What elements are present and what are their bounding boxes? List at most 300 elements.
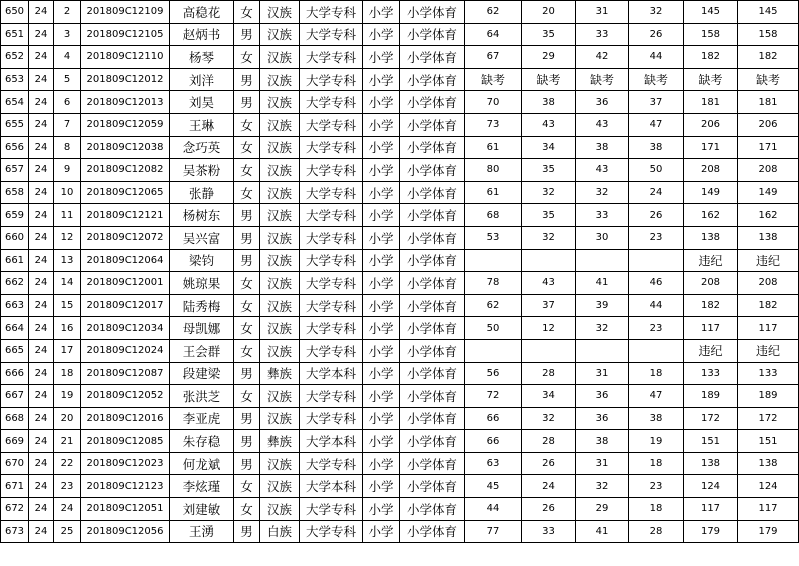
student-name-cell: 杨树东 [170, 204, 234, 227]
ethnicity-cell: 汉族 [260, 294, 300, 317]
score-3-cell: 38 [576, 136, 629, 159]
final-score-cell: 172 [738, 407, 799, 430]
seq-no-cell: 3 [54, 23, 81, 46]
school-level-cell: 小学 [363, 294, 400, 317]
education-cell: 大学专科 [300, 159, 363, 182]
final-score-cell: 182 [738, 46, 799, 69]
score-3-cell: 31 [576, 1, 629, 24]
gender-cell: 女 [234, 159, 260, 182]
gender-cell: 女 [234, 385, 260, 408]
seq-no-cell: 18 [54, 362, 81, 385]
subject-cell: 小学体育 [400, 498, 465, 521]
score-3-cell [576, 249, 629, 272]
table-row [1, 498, 799, 521]
score-1-cell: 66 [465, 430, 522, 453]
school-level-cell: 小学 [363, 430, 400, 453]
education-cell: 大学专科 [300, 520, 363, 543]
gender-cell: 男 [234, 249, 260, 272]
gender-cell: 男 [234, 452, 260, 475]
table-row [1, 407, 799, 430]
education-cell: 大学专科 [300, 226, 363, 249]
subject-cell: 小学体育 [400, 68, 465, 91]
exam-id-cell: 201809C12064 [81, 249, 170, 272]
school-level-cell: 小学 [363, 136, 400, 159]
education-cell: 大学本科 [300, 362, 363, 385]
student-name-cell: 吴茶粉 [170, 159, 234, 182]
score-3-cell: 43 [576, 113, 629, 136]
table-row [1, 46, 799, 69]
seq-no-cell: 2 [54, 1, 81, 24]
education-cell: 大学本科 [300, 430, 363, 453]
score-1-cell: 44 [465, 498, 522, 521]
score-2-cell: 35 [522, 204, 576, 227]
final-score-cell: 149 [738, 181, 799, 204]
education-cell: 大学专科 [300, 91, 363, 114]
ethnicity-cell: 白族 [260, 520, 300, 543]
school-level-cell: 小学 [363, 159, 400, 182]
score-4-cell: 46 [629, 272, 684, 295]
total-score-cell: 145 [684, 1, 738, 24]
total-score-cell: 189 [684, 385, 738, 408]
final-score-cell: 171 [738, 136, 799, 159]
total-score-cell: 206 [684, 113, 738, 136]
ethnicity-cell: 汉族 [260, 113, 300, 136]
subject-cell: 小学体育 [400, 430, 465, 453]
table-row [1, 181, 799, 204]
gender-cell: 男 [234, 362, 260, 385]
total-score-cell: 182 [684, 46, 738, 69]
score-1-cell [465, 249, 522, 272]
subject-cell: 小学体育 [400, 181, 465, 204]
score-4-cell: 26 [629, 204, 684, 227]
student-name-cell: 赵炳书 [170, 23, 234, 46]
score-1-cell: 61 [465, 136, 522, 159]
final-score-cell: 138 [738, 226, 799, 249]
gender-cell: 女 [234, 317, 260, 340]
school-level-cell: 小学 [363, 181, 400, 204]
total-score-cell: 172 [684, 407, 738, 430]
table-row [1, 113, 799, 136]
exam-id-cell: 201809C12024 [81, 339, 170, 362]
score-1-cell: 77 [465, 520, 522, 543]
score-3-cell: 36 [576, 91, 629, 114]
row-no-cell: 650 [1, 1, 29, 24]
school-level-cell: 小学 [363, 385, 400, 408]
final-score-cell: 145 [738, 1, 799, 24]
final-score-cell: 151 [738, 430, 799, 453]
score-3-cell: 42 [576, 46, 629, 69]
score-1-cell: 56 [465, 362, 522, 385]
subject-cell: 小学体育 [400, 385, 465, 408]
score-3-cell: 缺考 [576, 68, 629, 91]
seq-no-cell: 5 [54, 68, 81, 91]
score-2-cell: 24 [522, 475, 576, 498]
batch-no-cell: 24 [29, 498, 54, 521]
exam-id-cell: 201809C12038 [81, 136, 170, 159]
education-cell: 大学专科 [300, 498, 363, 521]
education-cell: 大学专科 [300, 407, 363, 430]
exam-id-cell: 201809C12082 [81, 159, 170, 182]
score-2-cell: 12 [522, 317, 576, 340]
ethnicity-cell: 汉族 [260, 68, 300, 91]
total-score-cell: 124 [684, 475, 738, 498]
final-score-cell: 179 [738, 520, 799, 543]
batch-no-cell: 24 [29, 249, 54, 272]
score-2-cell: 28 [522, 430, 576, 453]
gender-cell: 女 [234, 136, 260, 159]
total-score-cell: 违纪 [684, 339, 738, 362]
score-2-cell: 29 [522, 46, 576, 69]
score-4-cell: 37 [629, 91, 684, 114]
school-level-cell: 小学 [363, 249, 400, 272]
score-3-cell: 41 [576, 272, 629, 295]
score-3-cell: 30 [576, 226, 629, 249]
table-row [1, 23, 799, 46]
score-3-cell: 31 [576, 452, 629, 475]
education-cell: 大学专科 [300, 272, 363, 295]
seq-no-cell: 8 [54, 136, 81, 159]
subject-cell: 小学体育 [400, 159, 465, 182]
school-level-cell: 小学 [363, 204, 400, 227]
education-cell: 大学专科 [300, 317, 363, 340]
batch-no-cell: 24 [29, 226, 54, 249]
subject-cell: 小学体育 [400, 249, 465, 272]
total-score-cell: 181 [684, 91, 738, 114]
gender-cell: 女 [234, 46, 260, 69]
total-score-cell: 缺考 [684, 68, 738, 91]
exam-id-cell: 201809C12059 [81, 113, 170, 136]
batch-no-cell: 24 [29, 430, 54, 453]
score-3-cell: 32 [576, 317, 629, 340]
school-level-cell: 小学 [363, 407, 400, 430]
batch-no-cell: 24 [29, 159, 54, 182]
score-1-cell: 缺考 [465, 68, 522, 91]
total-score-cell: 179 [684, 520, 738, 543]
batch-no-cell: 24 [29, 407, 54, 430]
ethnicity-cell: 汉族 [260, 385, 300, 408]
exam-id-cell: 201809C12123 [81, 475, 170, 498]
score-1-cell: 73 [465, 113, 522, 136]
total-score-cell: 138 [684, 226, 738, 249]
row-no-cell: 656 [1, 136, 29, 159]
total-score-cell: 违纪 [684, 249, 738, 272]
score-4-cell: 18 [629, 452, 684, 475]
table-row [1, 362, 799, 385]
table-row [1, 385, 799, 408]
batch-no-cell: 24 [29, 362, 54, 385]
batch-no-cell: 24 [29, 204, 54, 227]
exam-id-cell: 201809C12017 [81, 294, 170, 317]
exam-id-cell: 201809C12052 [81, 385, 170, 408]
row-no-cell: 652 [1, 46, 29, 69]
school-level-cell: 小学 [363, 68, 400, 91]
score-4-cell: 50 [629, 159, 684, 182]
score-1-cell: 62 [465, 1, 522, 24]
gender-cell: 男 [234, 430, 260, 453]
score-3-cell: 32 [576, 475, 629, 498]
ethnicity-cell: 汉族 [260, 204, 300, 227]
education-cell: 大学专科 [300, 136, 363, 159]
table-row [1, 475, 799, 498]
score-2-cell: 35 [522, 159, 576, 182]
score-4-cell: 24 [629, 181, 684, 204]
exam-id-cell: 201809C12001 [81, 272, 170, 295]
gender-cell: 女 [234, 475, 260, 498]
final-score-cell: 124 [738, 475, 799, 498]
subject-cell: 小学体育 [400, 339, 465, 362]
seq-no-cell: 23 [54, 475, 81, 498]
score-2-cell: 38 [522, 91, 576, 114]
score-1-cell: 66 [465, 407, 522, 430]
final-score-cell: 162 [738, 204, 799, 227]
table-row [1, 272, 799, 295]
row-no-cell: 663 [1, 294, 29, 317]
student-name-cell: 姚琼果 [170, 272, 234, 295]
table-row [1, 136, 799, 159]
student-name-cell: 张洪芝 [170, 385, 234, 408]
ethnicity-cell: 汉族 [260, 498, 300, 521]
row-no-cell: 671 [1, 475, 29, 498]
table-body [1, 1, 799, 543]
ethnicity-cell: 汉族 [260, 23, 300, 46]
total-score-cell: 117 [684, 498, 738, 521]
exam-id-cell: 201809C12016 [81, 407, 170, 430]
student-name-cell: 段建梁 [170, 362, 234, 385]
batch-no-cell: 24 [29, 385, 54, 408]
exam-id-cell: 201809C12110 [81, 46, 170, 69]
score-3-cell [576, 339, 629, 362]
row-no-cell: 673 [1, 520, 29, 543]
total-score-cell: 208 [684, 272, 738, 295]
school-level-cell: 小学 [363, 317, 400, 340]
row-no-cell: 657 [1, 159, 29, 182]
final-score-cell: 208 [738, 272, 799, 295]
school-level-cell: 小学 [363, 46, 400, 69]
student-name-cell: 王琳 [170, 113, 234, 136]
school-level-cell: 小学 [363, 362, 400, 385]
score-3-cell: 29 [576, 498, 629, 521]
score-1-cell: 67 [465, 46, 522, 69]
final-score-cell: 138 [738, 452, 799, 475]
score-2-cell: 32 [522, 407, 576, 430]
ethnicity-cell: 彝族 [260, 430, 300, 453]
score-2-cell: 缺考 [522, 68, 576, 91]
score-1-cell: 80 [465, 159, 522, 182]
score-4-cell: 18 [629, 498, 684, 521]
student-name-cell: 念巧英 [170, 136, 234, 159]
final-score-cell: 117 [738, 498, 799, 521]
ethnicity-cell: 汉族 [260, 1, 300, 24]
score-2-cell: 32 [522, 226, 576, 249]
subject-cell: 小学体育 [400, 272, 465, 295]
subject-cell: 小学体育 [400, 1, 465, 24]
gender-cell: 女 [234, 294, 260, 317]
score-1-cell: 78 [465, 272, 522, 295]
total-score-cell: 117 [684, 317, 738, 340]
education-cell: 大学专科 [300, 204, 363, 227]
total-score-cell: 208 [684, 159, 738, 182]
gender-cell: 女 [234, 181, 260, 204]
student-name-cell: 刘昊 [170, 91, 234, 114]
ethnicity-cell: 汉族 [260, 272, 300, 295]
final-score-cell: 182 [738, 294, 799, 317]
table-row [1, 339, 799, 362]
row-no-cell: 662 [1, 272, 29, 295]
gender-cell: 男 [234, 520, 260, 543]
gender-cell: 女 [234, 498, 260, 521]
score-3-cell: 41 [576, 520, 629, 543]
seq-no-cell: 19 [54, 385, 81, 408]
score-1-cell: 45 [465, 475, 522, 498]
final-score-cell: 181 [738, 91, 799, 114]
row-no-cell: 659 [1, 204, 29, 227]
total-score-cell: 149 [684, 181, 738, 204]
student-name-cell: 王会群 [170, 339, 234, 362]
student-name-cell: 陆秀梅 [170, 294, 234, 317]
table-row [1, 91, 799, 114]
score-3-cell: 36 [576, 385, 629, 408]
student-name-cell: 李炫瑾 [170, 475, 234, 498]
seq-no-cell: 6 [54, 91, 81, 114]
seq-no-cell: 20 [54, 407, 81, 430]
subject-cell: 小学体育 [400, 91, 465, 114]
table-row [1, 204, 799, 227]
school-level-cell: 小学 [363, 475, 400, 498]
seq-no-cell: 10 [54, 181, 81, 204]
score-2-cell: 34 [522, 136, 576, 159]
seq-no-cell: 15 [54, 294, 81, 317]
gender-cell: 女 [234, 113, 260, 136]
seq-no-cell: 16 [54, 317, 81, 340]
exam-id-cell: 201809C12109 [81, 1, 170, 24]
row-no-cell: 651 [1, 23, 29, 46]
final-score-cell: 违纪 [738, 339, 799, 362]
table-row [1, 520, 799, 543]
final-score-cell: 208 [738, 159, 799, 182]
score-1-cell: 53 [465, 226, 522, 249]
batch-no-cell: 24 [29, 136, 54, 159]
row-no-cell: 672 [1, 498, 29, 521]
score-2-cell: 43 [522, 113, 576, 136]
final-score-cell: 117 [738, 317, 799, 340]
score-4-cell: 26 [629, 23, 684, 46]
final-score-cell: 133 [738, 362, 799, 385]
batch-no-cell: 24 [29, 339, 54, 362]
score-3-cell: 39 [576, 294, 629, 317]
batch-no-cell: 24 [29, 23, 54, 46]
student-name-cell: 朱存稳 [170, 430, 234, 453]
ethnicity-cell: 彝族 [260, 362, 300, 385]
education-cell: 大学本科 [300, 475, 363, 498]
seq-no-cell: 9 [54, 159, 81, 182]
total-score-cell: 158 [684, 23, 738, 46]
batch-no-cell: 24 [29, 1, 54, 24]
subject-cell: 小学体育 [400, 204, 465, 227]
school-level-cell: 小学 [363, 498, 400, 521]
education-cell: 大学专科 [300, 294, 363, 317]
score-1-cell: 50 [465, 317, 522, 340]
batch-no-cell: 24 [29, 317, 54, 340]
score-4-cell: 38 [629, 407, 684, 430]
score-2-cell [522, 339, 576, 362]
student-name-cell: 王湧 [170, 520, 234, 543]
total-score-cell: 171 [684, 136, 738, 159]
seq-no-cell: 24 [54, 498, 81, 521]
student-name-cell: 李亚虎 [170, 407, 234, 430]
score-4-cell: 19 [629, 430, 684, 453]
education-cell: 大学专科 [300, 452, 363, 475]
school-level-cell: 小学 [363, 272, 400, 295]
education-cell: 大学专科 [300, 385, 363, 408]
gender-cell: 男 [234, 91, 260, 114]
total-score-cell: 151 [684, 430, 738, 453]
exam-id-cell: 201809C12085 [81, 430, 170, 453]
subject-cell: 小学体育 [400, 407, 465, 430]
final-score-cell: 206 [738, 113, 799, 136]
total-score-cell: 182 [684, 294, 738, 317]
score-3-cell: 33 [576, 204, 629, 227]
batch-no-cell: 24 [29, 520, 54, 543]
batch-no-cell: 24 [29, 452, 54, 475]
student-name-cell: 刘建敏 [170, 498, 234, 521]
row-no-cell: 666 [1, 362, 29, 385]
final-score-cell: 189 [738, 385, 799, 408]
seq-no-cell: 13 [54, 249, 81, 272]
subject-cell: 小学体育 [400, 136, 465, 159]
row-no-cell: 665 [1, 339, 29, 362]
score-1-cell: 64 [465, 23, 522, 46]
score-2-cell: 43 [522, 272, 576, 295]
score-2-cell: 34 [522, 385, 576, 408]
table-row [1, 452, 799, 475]
gender-cell: 男 [234, 407, 260, 430]
seq-no-cell: 17 [54, 339, 81, 362]
table-row [1, 1, 799, 24]
school-level-cell: 小学 [363, 113, 400, 136]
exam-id-cell: 201809C12013 [81, 91, 170, 114]
subject-cell: 小学体育 [400, 113, 465, 136]
batch-no-cell: 24 [29, 294, 54, 317]
seq-no-cell: 14 [54, 272, 81, 295]
batch-no-cell: 24 [29, 113, 54, 136]
total-score-cell: 133 [684, 362, 738, 385]
exam-id-cell: 201809C12034 [81, 317, 170, 340]
score-4-cell: 28 [629, 520, 684, 543]
row-no-cell: 664 [1, 317, 29, 340]
score-1-cell: 68 [465, 204, 522, 227]
score-2-cell: 26 [522, 452, 576, 475]
gender-cell: 女 [234, 1, 260, 24]
score-4-cell: 32 [629, 1, 684, 24]
exam-id-cell: 201809C12087 [81, 362, 170, 385]
score-4-cell: 47 [629, 113, 684, 136]
score-4-cell: 缺考 [629, 68, 684, 91]
student-name-cell: 高稳花 [170, 1, 234, 24]
subject-cell: 小学体育 [400, 226, 465, 249]
subject-cell: 小学体育 [400, 23, 465, 46]
seq-no-cell: 25 [54, 520, 81, 543]
education-cell: 大学专科 [300, 68, 363, 91]
education-cell: 大学专科 [300, 1, 363, 24]
score-2-cell: 26 [522, 498, 576, 521]
ethnicity-cell: 汉族 [260, 46, 300, 69]
score-1-cell: 72 [465, 385, 522, 408]
gender-cell: 女 [234, 339, 260, 362]
exam-id-cell: 201809C12051 [81, 498, 170, 521]
batch-no-cell: 24 [29, 46, 54, 69]
score-1-cell: 62 [465, 294, 522, 317]
batch-no-cell: 24 [29, 91, 54, 114]
